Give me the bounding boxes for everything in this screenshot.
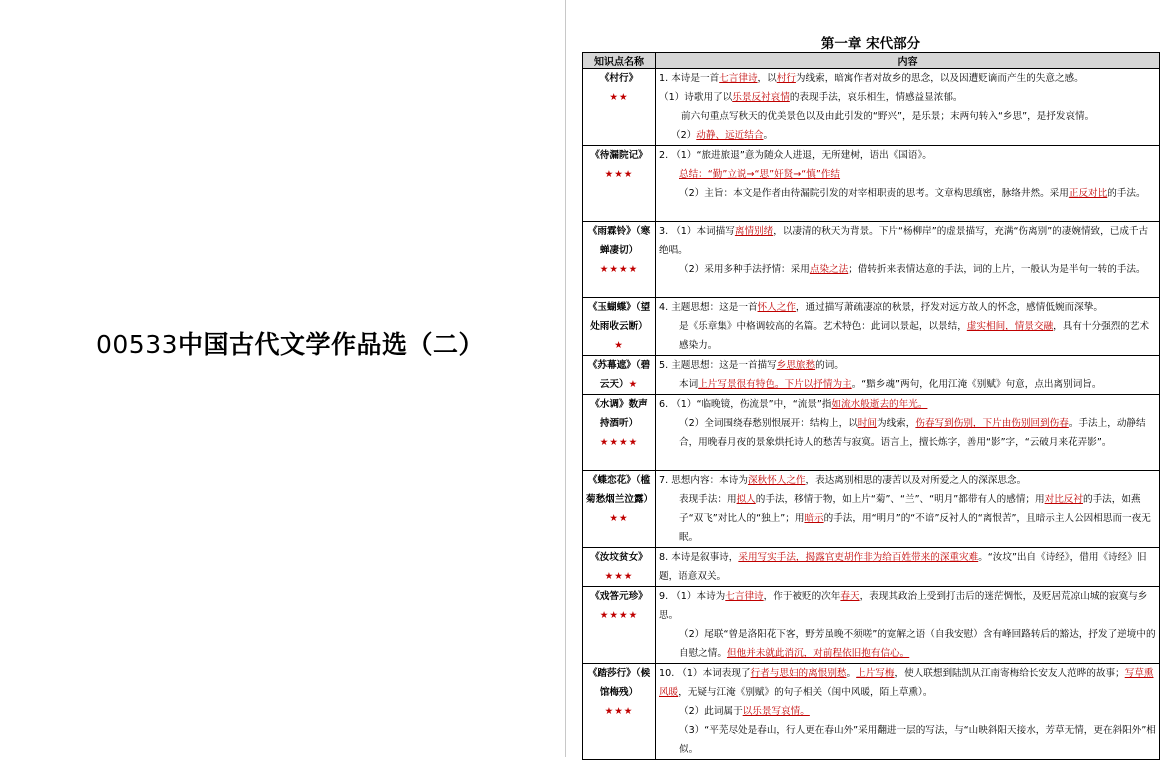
table-row	[583, 395, 1160, 471]
table-row	[583, 69, 1160, 146]
content-line: 前六句重点写秋天的优美景色以及由此引发的“野兴”，是乐景；末两句转入“乡思”，是抒发哀情。	[681, 111, 1095, 122]
cover-page	[0, 0, 565, 757]
content-line: （1）诗歌用了以乐景反衬哀情的表现手法，哀乐相生，情感益显浓郁。	[659, 92, 963, 103]
table-row	[583, 356, 1160, 395]
knowledge-point-content	[656, 395, 1160, 471]
table-header-row	[583, 53, 1160, 69]
table-row	[583, 146, 1160, 222]
content-line: （2）主旨：本文是作者由待漏院引发的对宰相职责的思考。文章构思缜密，脉络井然。采用正反对比的手法。	[679, 188, 1146, 199]
knowledge-point-content	[656, 471, 1160, 548]
knowledge-point-content	[656, 664, 1160, 760]
star-rating: ★★★	[604, 706, 634, 717]
star-rating: ★★	[609, 513, 629, 524]
content-line: （2）动静、远近结合。	[671, 130, 774, 141]
star-rating: ★★	[609, 92, 629, 103]
content-line: 3. （1）本词描写离情别绪，以凄清的秋天为背景。下片“杨柳岸”的虚景描写，充满“伤离别”的凄婉情致，已成千古绝唱。	[659, 226, 1149, 256]
content-line: （2）尾联“曾是洛阳花下客，野芳虽晚不须嗟”的宽解之语（自我安慰）含有峰回路转后的豁达，抒发了逆境中的自慰之情。但他并未就此消沉，对前程依旧抱有信心。	[679, 629, 1156, 659]
star-rating: ★	[628, 379, 639, 390]
knowledge-point-name: 《玉蝴蝶》（望处雨收云断）★	[583, 298, 656, 356]
knowledge-point-name: 《蝶恋花》（槛菊愁烟兰泣露）★★	[583, 471, 656, 548]
knowledge-point-content	[656, 356, 1160, 395]
table-row	[583, 548, 1160, 587]
star-rating: ★★★	[604, 571, 634, 582]
course-code: 00533	[96, 330, 179, 359]
course-title: 中国古代文学作品选（二）	[178, 330, 485, 359]
content-line: 4. 主题思想：这是一首怀人之作，通过描写萧疏凄凉的秋景，抒发对远方故人的怀念，感情低婉而深挚。	[659, 302, 1103, 313]
knowledge-table	[582, 52, 1160, 760]
star-rating: ★★★	[604, 169, 634, 180]
column-header-name: 知识点名称	[583, 53, 656, 69]
knowledge-point-content	[656, 298, 1160, 356]
knowledge-point-name: 《水调》数声持酒听） ★★★★	[583, 395, 656, 471]
cover-title	[96, 325, 484, 361]
star-rating: ★★★★	[599, 437, 639, 448]
knowledge-point-name: 《踏莎行》（候馆梅残） ★★★	[583, 664, 656, 760]
knowledge-point-name: 《苏幕遮》（碧云天）★	[583, 356, 656, 395]
table-row	[583, 298, 1160, 356]
table-row	[583, 222, 1160, 298]
knowledge-point-name: 《汝坟贫女》 ★★★	[583, 548, 656, 587]
content-line: 9. （1）本诗为七言律诗，作于被贬的次年春天，表现其政治上受到打击后的迷茫惆怅，及贬居荒凉山城的寂寞与乡思。	[659, 591, 1148, 621]
knowledge-point-name: 《待漏院记》 ★★★	[583, 146, 656, 222]
knowledge-point-content	[656, 587, 1160, 664]
content-line: 表现手法：用拟人的手法，移情于物，如上片“菊”、“兰”、“明月”都带有人的感情；用对比反衬的手法，如燕子“双飞”对比人的“独上”；用暗示的手法，用“明月”的“不谙”反衬人的“离恨苦”，且暗示主人公因相思而一夜无眠。	[679, 494, 1151, 543]
content-line: 2. （1）“旅进旅退”意为随众人进退，无所建树，语出《国语》。	[659, 150, 932, 161]
content-line: 总结：“勤”立说→“思”奸贤→“慎”作结	[679, 169, 841, 180]
knowledge-point-name: 《雨霖铃》（寒蝉凄切） ★★★★	[583, 222, 656, 298]
content-line: 5. 主题思想：这是一首描写乡思旅愁的词。	[659, 360, 844, 371]
table-row	[583, 587, 1160, 664]
knowledge-point-name: 《村行》 ★★	[583, 69, 656, 146]
knowledge-point-content	[656, 222, 1160, 298]
knowledge-point-name: 《戏答元珍》 ★★★★	[583, 587, 656, 664]
column-header-content: 内容	[656, 53, 1160, 69]
content-line: 8. 本诗是叙事诗，采用写实手法，揭露官吏胡作非为给百姓带来的深重灾难。“汝坟”出自《诗经》，借用《诗经》旧题，语意双关。	[659, 552, 1147, 582]
content-line: 1. 本诗是一首七言律诗，以村行为线索，暗寓作者对故乡的思念，以及因遭贬谪而产生的失意之感。	[659, 73, 1084, 84]
table-row	[583, 471, 1160, 548]
content-line: 是《乐章集》中格调较高的名篇。艺术特色：此词以景起，以景结，虚实相间，情景交融，具有十分强烈的艺术感染力。	[679, 321, 1150, 351]
knowledge-point-content	[656, 548, 1160, 587]
content-line: （2）采用多种手法抒情：采用点染之法；借转折来表情达意的手法，词的上片，一般认为是半句一转的手法。	[679, 264, 1146, 275]
content-line: 本词上片写景很有特色。下片以抒情为主。“黯乡魂”两句，化用江淹《别赋》句意，点出离别词旨。	[679, 379, 1102, 390]
table-row	[583, 664, 1160, 760]
content-line: （2）此词属于以乐景写哀情。	[679, 706, 810, 717]
star-rating: ★★★★	[599, 610, 639, 621]
content-line: 6. （1）“临晚镜，伤流景”中，“流景”指如流水般逝去的年光。	[659, 399, 928, 410]
content-line: 10. （1）本词表现了行者与思妇的离恨别愁。上片写梅，使人联想到陆凯从江南寄梅给长安友人范晔的故事；写草熏风暖，无疑与江淹《别赋》的句子相关（闺中风暖，陌上草熏）。	[659, 668, 1154, 698]
knowledge-point-content	[656, 69, 1160, 146]
content-line: （2）全词围绕春愁别恨展开：结构上，以时间为线索，伤春写到伤别，下片由伤别回到伤春。手法上，动静结合，用晚春月夜的景象烘托诗人的愁苦与寂寞。语言上，擅长炼字，善用“影”字，“云破月来花弄影”。	[679, 418, 1146, 448]
content-line: 7. 思想内容：本诗为深秋怀人之作，表达离别相思的凄苦以及对所爱之人的深深思念。	[659, 475, 1027, 486]
content-line: （3）“平芜尽处是春山，行人更在春山外”采用翻进一层的写法，与“山映斜阳天接水，芳草无情，更在斜阳外”相似。	[679, 725, 1156, 755]
chapter-title: 第一章 宋代部分	[820, 36, 921, 52]
star-rating: ★★★★	[599, 264, 639, 275]
star-rating: ★	[614, 340, 624, 351]
page-divider	[565, 0, 566, 757]
knowledge-point-content	[656, 146, 1160, 222]
